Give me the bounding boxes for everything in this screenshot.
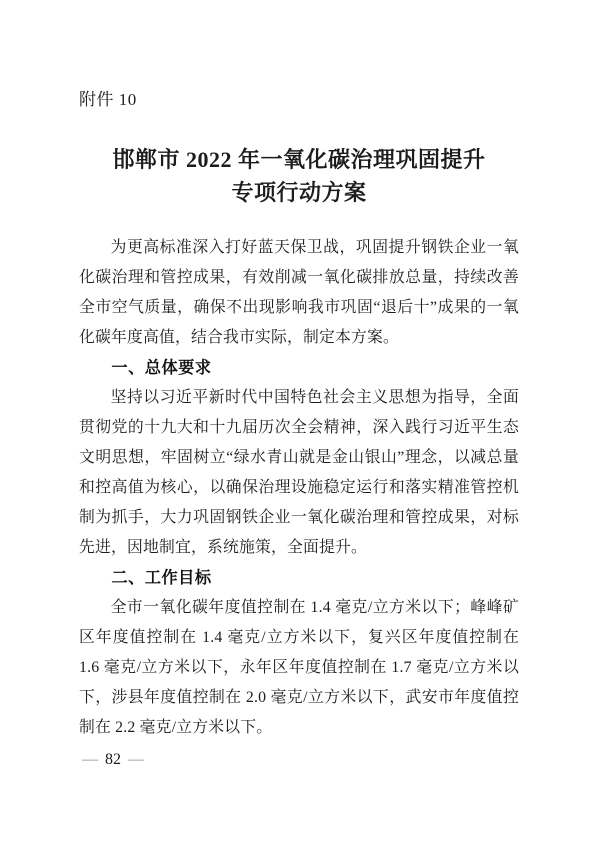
section-heading-work-goals: 二、工作目标 — [111, 569, 212, 587]
document-title — [79, 143, 519, 209]
footer-right-dash: — — [128, 751, 144, 768]
attachment-label: 附件 10 — [79, 90, 137, 109]
document-body — [79, 233, 519, 743]
footer-left-dash: — — [82, 751, 98, 768]
document-content — [79, 88, 519, 743]
document-title-line-2: 专项行动方案 — [231, 180, 367, 205]
page-footer — [82, 750, 144, 770]
intro-paragraph: 为更高标准深入打好蓝天保卫战，巩固提升钢铁企业一氧化碳治理和管控成果，有效削减一氧化碳排放总量，持续改善全市空气质量，确保不出现影响我市巩固“退后十”成果的一氧化碳年度高值，结合我市实际，制定本方案。 — [79, 239, 519, 346]
page-number: 82 — [105, 751, 121, 768]
section-paragraph-overall-requirements: 坚持以习近平新时代中国特色社会主义思想为指导，全面贯彻党的十九大和十九届历次全会精神，深入践行习近平生态文明思想，牢固树立“绿水青山就是金山银山”理念，以减总量和控高值为核心，以确保治理设施稳定运行和落实精准管控机制为抓手，大力巩固钢铁企业一氧化碳治理和管控成果，对标先进，因地制宜，系统施策，全面提升。 — [79, 389, 519, 556]
document-title-line-1: 邯郸市 2022 年一氧化碳治理巩固提升 — [112, 147, 486, 172]
section-heading-overall-requirements: 一、总体要求 — [111, 359, 212, 377]
section-paragraph-work-goals: 全市一氧化碳年度值控制在 1.4 毫克/立方米以下；峰峰矿区年度值控制在 1.4 毫克/立方米以下，复兴区年度值控制在 1.6 毫克/立方米以下，永年区年度值控制在 1.7 毫克/立方米以下，涉县年度值控制在 2.0 毫克/立方米以下，武安市年度值控制在 2.2 毫克/立方米以下。 — [79, 599, 519, 736]
